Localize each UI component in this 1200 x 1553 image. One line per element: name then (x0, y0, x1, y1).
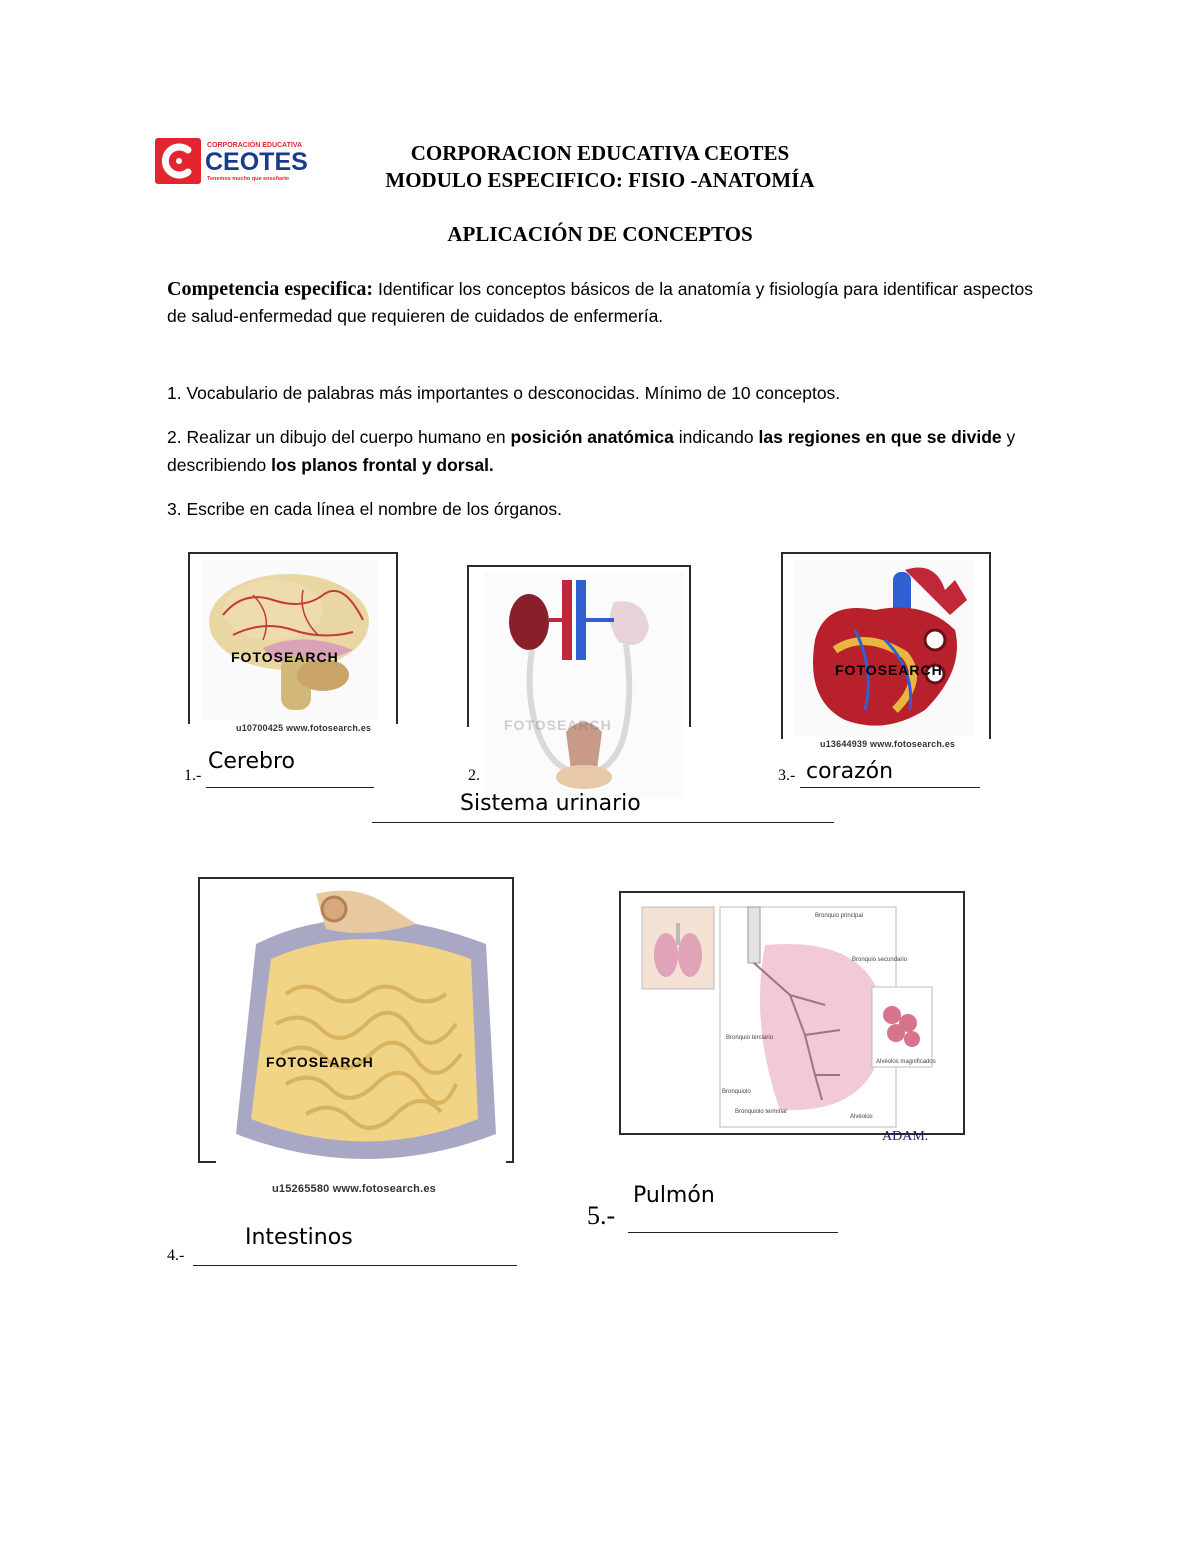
answer-5-text[interactable]: Pulmón (633, 1183, 715, 1208)
svg-text:Bronquiolo: Bronquiolo (722, 1089, 751, 1095)
answer-4-number: 4.- (167, 1247, 185, 1264)
urinary-image (484, 572, 684, 798)
instruction-2: 2. Realizar un dibujo del cuerpo humano en posición anatómica indicando las regiones en que se divide y describiendo los planos frontal y dorsal. (167, 427, 1016, 475)
competencia-paragraph (167, 276, 1033, 330)
answer-2-line (372, 822, 834, 823)
svg-text:Bronquio terciario: Bronquio terciario (726, 1035, 774, 1041)
competencia-text: Identificar los conceptos básicos de la anatomía y fisiología para identificar aspectos de salud-enfermedad que requieren de cuidados de enfermería. (167, 279, 1033, 326)
svg-text:FOTOSEARCH: FOTOSEARCH (266, 1054, 374, 1070)
instruction-1: 1. Vocabulario de palabras más importantes o desconocidas. Mínimo de 10 conceptos. (167, 383, 841, 403)
svg-text:FOTOSEARCH: FOTOSEARCH (231, 649, 339, 665)
answer-3-number: 3.- (778, 767, 796, 784)
svg-text:Bronquio secundario: Bronquio secundario (852, 957, 908, 963)
svg-text:Bronquiolo terminal: Bronquiolo terminal (735, 1109, 787, 1115)
answer-4-text[interactable]: Intestinos (245, 1225, 353, 1250)
answer-1-line (206, 787, 374, 788)
brain-image (203, 560, 379, 720)
svg-text:Tenemos mucho que enseñarte: Tenemos mucho que enseñarte (207, 176, 290, 182)
svg-text:Bronquio principal: Bronquio principal (815, 913, 864, 919)
answer-2-number: 2. (468, 767, 480, 784)
answer-3-line (800, 787, 980, 788)
heart-caption: u13644939 www.fotosearch.es (820, 739, 956, 749)
answer-5-line (628, 1232, 838, 1233)
svg-text:FOTOSEARCH: FOTOSEARCH (504, 717, 612, 733)
instruction-3: 3. Escribe en cada línea el nombre de los órganos. (167, 499, 562, 519)
answer-1-text[interactable]: Cerebro (208, 749, 295, 774)
intestines-image (216, 884, 506, 1180)
svg-text:Alvéolos magnificados: Alvéolos magnificados (876, 1059, 936, 1065)
answer-2-text[interactable]: Sistema urinario (460, 791, 641, 816)
svg-text:Alvéolos: Alvéolos (850, 1114, 873, 1120)
adam-brand: ADAM. (882, 1129, 929, 1144)
answer-3-text[interactable]: corazón (806, 759, 894, 784)
brain-caption: u10700425 www.fotosearch.es (236, 723, 372, 733)
answer-4-line (193, 1265, 517, 1266)
svg-text:FOTOSEARCH: FOTOSEARCH (835, 662, 943, 678)
activity-title: APLICACIÓN DE CONCEPTOS (447, 222, 753, 246)
heart-image (795, 560, 973, 736)
competencia-label: Competencia especifica: (167, 278, 374, 300)
institution-title: CORPORACION EDUCATIVA CEOTES (410, 141, 790, 165)
intestines-caption: u15265580 www.fotosearch.es (272, 1183, 436, 1195)
lung-image (640, 905, 940, 1131)
svg-text:CEOTES: CEOTES (205, 148, 308, 176)
svg-text:CORPORACIÓN EDUCATIVA: CORPORACIÓN EDUCATIVA (207, 142, 303, 149)
answer-5-number: 5.- (587, 1201, 616, 1230)
module-title: MODULO ESPECIFICO: FISIO -ANATOMÍA (385, 168, 815, 192)
answer-1-number: 1.- (184, 767, 202, 784)
